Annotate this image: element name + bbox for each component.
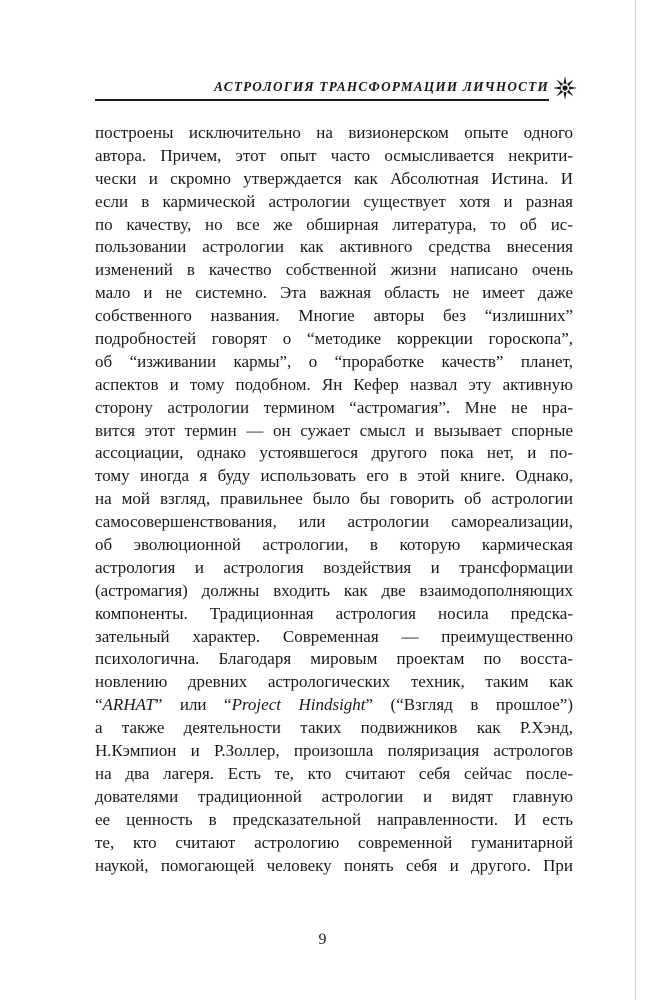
text-line: астрология и астрология воздействия и трансформации — [95, 557, 573, 577]
running-header — [95, 78, 575, 108]
text-line: пользовании астрологии как активного средства внесения — [95, 237, 573, 257]
text-segment: ” или “ — [154, 695, 232, 715]
text-line: а также деятельности таких подвижников как Р.Хэнд, — [95, 718, 573, 738]
text-line-mixed — [95, 694, 573, 717]
text-line: (астромагия) должны входить как две взаимодополняющих — [95, 580, 573, 600]
text-line: чески и скромно утверждается как Абсолютная Истина. И — [95, 168, 573, 188]
text-line: тому иногда я буду использовать его в этой книге. Однако, — [95, 466, 573, 486]
text-line: новлению древних астрологических техник, таким как — [95, 672, 573, 692]
text-line: об “изживании кармы”, о “проработке качеств” планет, — [95, 351, 573, 371]
text-line: психологична. Благодаря мировым проектам по восста- — [95, 649, 573, 669]
text-line: мало и не системно. Эта важная область не имеет даже — [95, 283, 573, 303]
header-rule — [95, 99, 549, 101]
text-line: собственного названия. Многие авторы без “излишних” — [95, 306, 573, 326]
text-line: дователями традиционной астрологии и видят главную — [95, 786, 573, 806]
text-line: автора. Причем, этот опыт часто осмысливается некрити- — [95, 145, 573, 165]
body-text — [95, 122, 573, 877]
text-line: ее ценность в предсказательной направленности. И есть — [95, 809, 573, 829]
text-line: наукой, помогающей человеку понять себя и другого. При — [95, 855, 573, 875]
running-title: АСТРОЛОГИЯ ТРАНСФОРМАЦИИ ЛИЧНОСТИ — [214, 79, 549, 94]
text-line: изменений в качество собственной жизни написано очень — [95, 260, 573, 280]
text-segment: ” (“Взгляд в прошлое”) — [365, 695, 573, 715]
text-line: по качеству, но все же обширная литература, то об ис- — [95, 214, 573, 234]
page-number: 9 — [318, 931, 327, 948]
text-line: те, кто считают астрологию современной гуманитарной — [95, 832, 573, 852]
text-line: компоненты. Традиционная астрология носила предска- — [95, 603, 573, 623]
text-line: вится этот термин — он сужает смысл и вызывает спорные — [95, 420, 573, 440]
text-line: самосовершенствования, или астрологии самореализации, — [95, 512, 573, 532]
text-line: на два лагеря. Есть те, кто считают себя сейчас после- — [95, 763, 573, 783]
text-line: об эволюционной астрологии, в которую кармическая — [95, 535, 573, 555]
text-line: построены исключительно на визионерском опыте одного — [95, 123, 573, 142]
text-line: на мой взгляд, правильнее было бы говорить об астрологии — [95, 489, 573, 509]
text-line: ассоциации, однако устоявшегося другого пока нет, и по- — [95, 443, 573, 463]
star-ornament-icon — [553, 76, 577, 100]
italic-title-arhat: ARHAT — [102, 695, 155, 715]
text-line: Н.Кэмпион и Р.Золлер, произошла поляризация астрологов — [95, 741, 573, 761]
text-line: сторону астрологии термином “астромагия”. Мне не нра- — [95, 397, 573, 417]
text-line: если в кармической астрологии существует хотя и разная — [95, 191, 573, 211]
text-line: зательный характер. Современная — преимущественно — [95, 626, 573, 646]
text-segment: “ — [95, 695, 103, 715]
italic-title-project-hindsight: Project Hindsight — [231, 695, 366, 715]
text-line: аспектов и тому подобном. Ян Кефер назвал эту активную — [95, 374, 573, 394]
page-edge-line — [635, 0, 636, 1000]
text-line: подробностей говорят о “методике коррекции гороскопа”, — [95, 329, 573, 349]
